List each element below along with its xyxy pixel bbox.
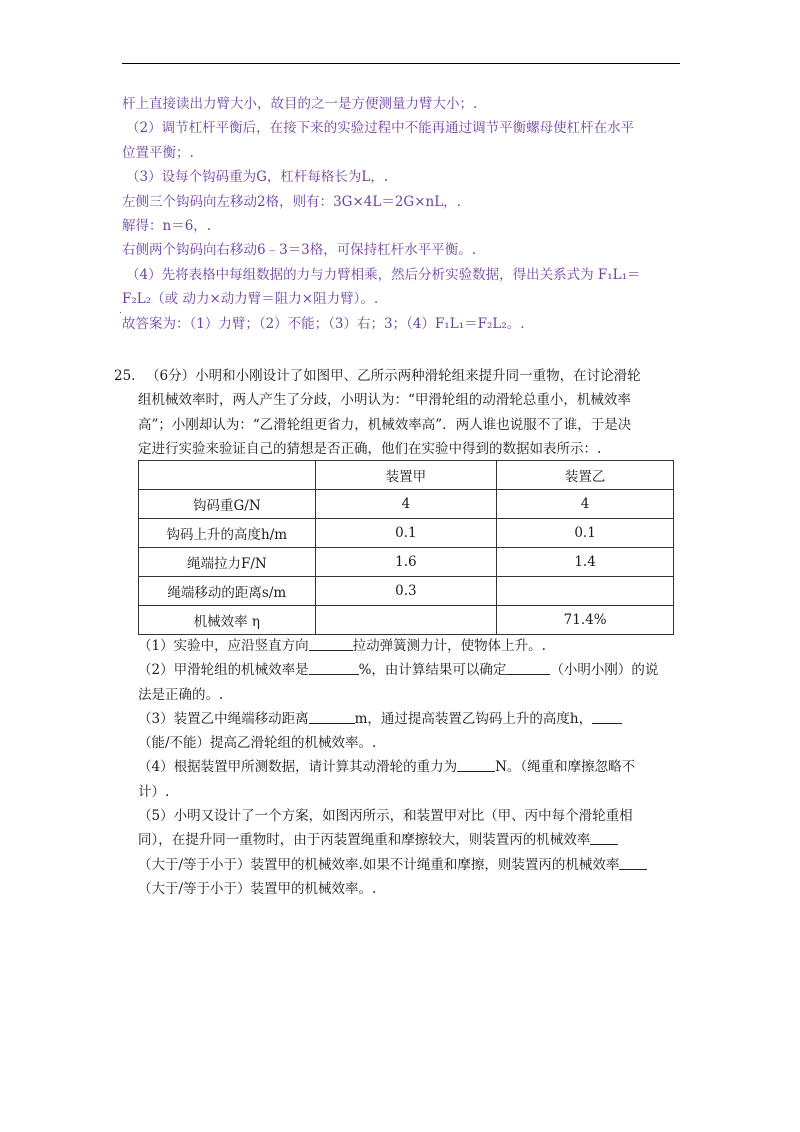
table-row — [139, 548, 674, 577]
sub-question-text: （大于/等于小于）装置甲的机械效率.如果不计绳重和摩擦，则装置丙的机械效率 — [138, 856, 620, 873]
answer-blank[interactable] — [309, 636, 353, 651]
solution-line: 杆上直接读出力臂大小，故目的之一是方便测量力臂大小；. — [122, 96, 478, 112]
sub-question-text: （能/不能）提高乙滑轮组的机械效率。. — [138, 735, 377, 752]
answer-blank[interactable] — [590, 830, 618, 845]
table-row — [139, 490, 674, 519]
table-cell: 1.4 — [497, 548, 674, 577]
solution-block — [122, 92, 682, 336]
table-header-cell: 装置乙 — [497, 461, 674, 490]
table-cell: 1.6 — [315, 548, 497, 577]
question-text-line: 高”；小刚却认为：“乙滑轮组更省力，机械效率高”．两人谁也说服不了谁，于是决 — [138, 416, 632, 433]
table-row — [139, 606, 674, 635]
table-cell — [497, 577, 674, 606]
solution-line: 故答案为：（1）力臂；（2）不能；（3）右；3；（4）F₁L₁＝F₂L₂。. — [122, 315, 525, 332]
sub-question-text: （3）装置乙中绳端移动距离 — [138, 710, 309, 727]
sub-question-text: （5）小明又设计了一个方案，如图丙所示，和装置甲对比（甲、丙中每个滑轮重相 — [138, 808, 633, 825]
question-text-line: 定进行实验来验证自己的猜想是否正确，他们在实验中得到的数据如表所示：. — [138, 440, 602, 457]
sub-question-text: 同），在提升同一重物时，由于丙装置绳重和摩擦较大，则装置丙的机械效率 — [138, 832, 591, 849]
answer-blank[interactable] — [506, 660, 550, 675]
solution-line: 位置平衡；. — [122, 144, 194, 161]
solution-line: 左侧三个钩码向左移动2格，则有：3G×4L＝2G×nL，. — [122, 193, 461, 210]
solution-line: 解得：n＝6，. — [122, 217, 212, 234]
sub-question-text: 计）. — [138, 783, 170, 800]
sub-questions — [138, 634, 698, 901]
answer-blank[interactable] — [457, 757, 495, 772]
solution-line: （4）先将表格中每组数据的力与力臂相乘，然后分析实验数据，得出关系式为 F₁L₁＝ — [126, 266, 641, 283]
sub-question-text: N。（绳重和摩擦忽略不 — [495, 759, 636, 776]
table-cell: 4 — [497, 490, 674, 519]
table-cell: 71.4% — [497, 606, 674, 635]
question-number: 25. — [114, 368, 136, 384]
table-cell — [315, 606, 497, 635]
question-text-line: （6分）小明和小刚设计了如图甲、乙所示两种滑轮组来提升同一重物，在讨论滑轮 — [146, 368, 641, 384]
stray-mark: . — [119, 306, 122, 316]
sub-question-text: （1）实验中，应沿竖直方向 — [138, 638, 309, 654]
table-cell: 绳端移动的距离s/m — [139, 577, 316, 606]
table-cell: 机械效率 η — [139, 606, 316, 635]
sub-question-2 — [138, 658, 698, 682]
table-cell: 0.1 — [315, 519, 497, 548]
question-25 — [114, 364, 682, 461]
sub-question-1 — [138, 634, 698, 658]
answer-blank[interactable] — [309, 709, 355, 724]
answer-blank[interactable] — [592, 709, 622, 724]
sub-question-text: %，由计算结果可以确定 — [358, 662, 507, 679]
solution-line: （2）调节杠杆平衡后，在接下来的实验过程中不能再通过调节平衡螺母使杠杆在水平 — [126, 120, 635, 137]
table-cell: 钩码上升的高度h/m — [139, 519, 316, 548]
sub-question-text: 拉动弹簧测力计，使物体上升。. — [352, 638, 546, 654]
table-cell: 0.1 — [497, 519, 674, 548]
sub-question-text: （2）甲滑轮组的机械效率是 — [138, 662, 309, 679]
solution-line: 右侧两个钩码向右移动6﹣3＝3格，可保持杠杆水平平衡。. — [122, 242, 477, 259]
solution-line: （3）设每个钩码重为G，杠杆每格长为L，. — [126, 169, 389, 186]
sub-question-text: （4）根据装置甲所测数据，请计算其动滑轮的重力为 — [138, 759, 458, 776]
solution-line: F₂L₂（或 动力×动力臂＝阻力×阻力臂）。. — [122, 291, 379, 308]
table-header-row — [139, 461, 674, 490]
table-cell: 4 — [315, 490, 497, 519]
table-row — [139, 519, 674, 548]
table-cell: 绳端拉力F/N — [139, 548, 316, 577]
sub-question-4 — [138, 755, 698, 779]
table-header-cell: 装置甲 — [315, 461, 497, 490]
header-rule — [122, 63, 680, 64]
sub-question-text: m，通过提高装置乙钩码上升的高度h， — [354, 710, 593, 727]
question-text-line: 组机械效率时，两人产生了分歧，小明认为：“甲滑轮组的动滑轮总重小，机械效率 — [138, 392, 631, 409]
data-table — [138, 460, 674, 635]
sub-question-5 — [138, 828, 698, 852]
sub-question-text: 法是正确的。. — [138, 686, 224, 703]
table-cell: 钩码重G/N — [139, 490, 316, 519]
answer-blank[interactable] — [309, 660, 359, 675]
answer-blank[interactable] — [619, 855, 647, 870]
sub-question-text: （大于/等于小于）装置甲的机械效率。. — [138, 880, 377, 897]
sub-question-3 — [138, 707, 698, 731]
sub-question-5b — [138, 853, 698, 877]
table-row — [139, 577, 674, 606]
sub-question-text: （小明小刚）的说 — [550, 662, 659, 679]
table-cell — [139, 461, 316, 490]
table-cell: 0.3 — [315, 577, 497, 606]
